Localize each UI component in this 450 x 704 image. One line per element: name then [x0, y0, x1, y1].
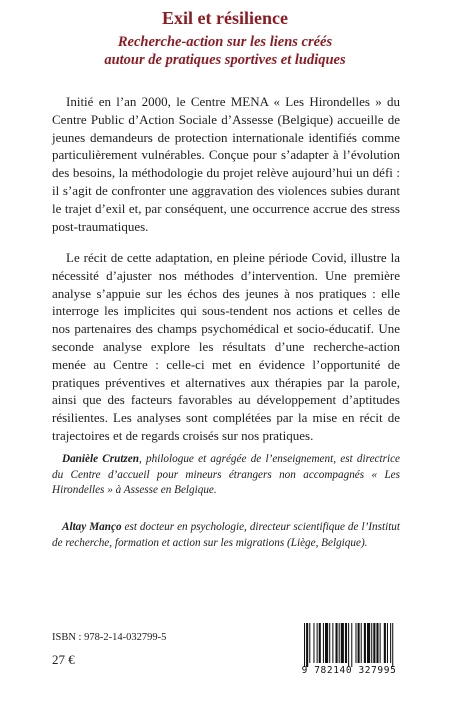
author-bio-text-1: , philologue et agrégée de l’enseignement, est directrice du Centre d’accueil pour mineurs étrangers non accompagnés « Les Hirondelles » à Assesse en Belgique. — [52, 453, 400, 496]
barcode-bar — [339, 623, 340, 663]
barcode-bar — [371, 623, 372, 663]
barcode-bars — [296, 621, 402, 667]
barcode-bar — [306, 623, 308, 667]
barcode-digits: 9 782140 327995 — [301, 665, 397, 676]
barcode-bar — [376, 623, 378, 663]
barcode-bar — [309, 623, 310, 663]
summary-paragraph-2: Le récit de cette adaptation, en pleine période Covid, illustre la nécessité d’ajuster nos méthodes d’intervention. Une première analyse s’appuie sur les échos des jeunes à nos pratiques : elle interroge les implicites qui sous-tendent nos actions et celles de nos partenaires des champs psychomédical et socio-éducatif. Une seconde analyse explore les résultats d’une recherche-action menée au Centre : celle-ci met en évidence l’opportunité de pratiques préventives et alternatives aux thérapies par la parole, ainsi que des facteurs favorables au développement d’aptitudes résilientes. Les analyses sont complétées par la mise en récit de trajectoires et de regards croisés sur nos pratiques. — [52, 250, 400, 443]
barcode-bar — [323, 623, 324, 663]
barcode-bar — [325, 623, 328, 663]
barcode-bar — [361, 623, 362, 663]
barcode-bar — [319, 623, 321, 663]
barcode — [296, 621, 402, 677]
author-bio-text-2: est docteur en psychologie, directeur scientifique de l’Institut de recherche, formation et action sur les migrations (Liège, Belgique). — [52, 521, 401, 549]
barcode-bar — [384, 623, 386, 663]
barcode-bar — [332, 623, 333, 663]
barcode-bar — [345, 623, 347, 663]
barcode-bar — [341, 623, 344, 663]
barcode-bar — [313, 623, 314, 663]
barcode-bar — [373, 623, 375, 663]
barcode-bar — [380, 623, 381, 663]
barcode-bar — [367, 623, 370, 663]
barcode-bar — [329, 623, 330, 663]
barcode-bar — [336, 623, 338, 663]
barcode-bar — [387, 623, 388, 663]
author-name-2: Altay Manço — [62, 521, 122, 533]
author-bio-1 — [52, 452, 400, 499]
barcode-bar — [364, 623, 366, 663]
barcode-bar — [392, 623, 393, 667]
barcode-bar — [351, 623, 352, 667]
barcode-bar — [358, 623, 360, 663]
barcode-bar — [304, 623, 305, 667]
barcode-bar — [317, 623, 318, 663]
book-title: Exil et résilience — [162, 8, 288, 28]
author-name-1: Danièle Crutzen — [62, 453, 139, 465]
isbn: ISBN : 978-2-14-032799-5 — [52, 632, 167, 643]
barcode-bar — [348, 623, 349, 667]
summary-paragraph-1: Initié en l’an 2000, le Centre MENA « Les Hirondelles » du Centre Public d’Action Sociale d’Assesse (Belgique) accueille de jeunes demandeurs de protection internationale identifiés comme particulièrement vulnérables. Conçue pour s’adapter à l’évolution des besoins, la méthodologie du projet relève aujourd’hui un défi : il s’agit de confronter une aggravation des violences subies durant le trajet d’exil et, par conséquent, une occurrence accrue des stress post-traumatiques. — [52, 94, 400, 234]
barcode-bar — [390, 623, 391, 663]
book-subtitle-line2: autour de pratiques sportives et ludiques — [104, 52, 346, 68]
book-subtitle-line1: Recherche-action sur les liens créés — [117, 34, 333, 50]
author-bio-2 — [52, 520, 400, 551]
barcode-bar — [355, 623, 356, 663]
price: 27 € — [52, 652, 75, 667]
